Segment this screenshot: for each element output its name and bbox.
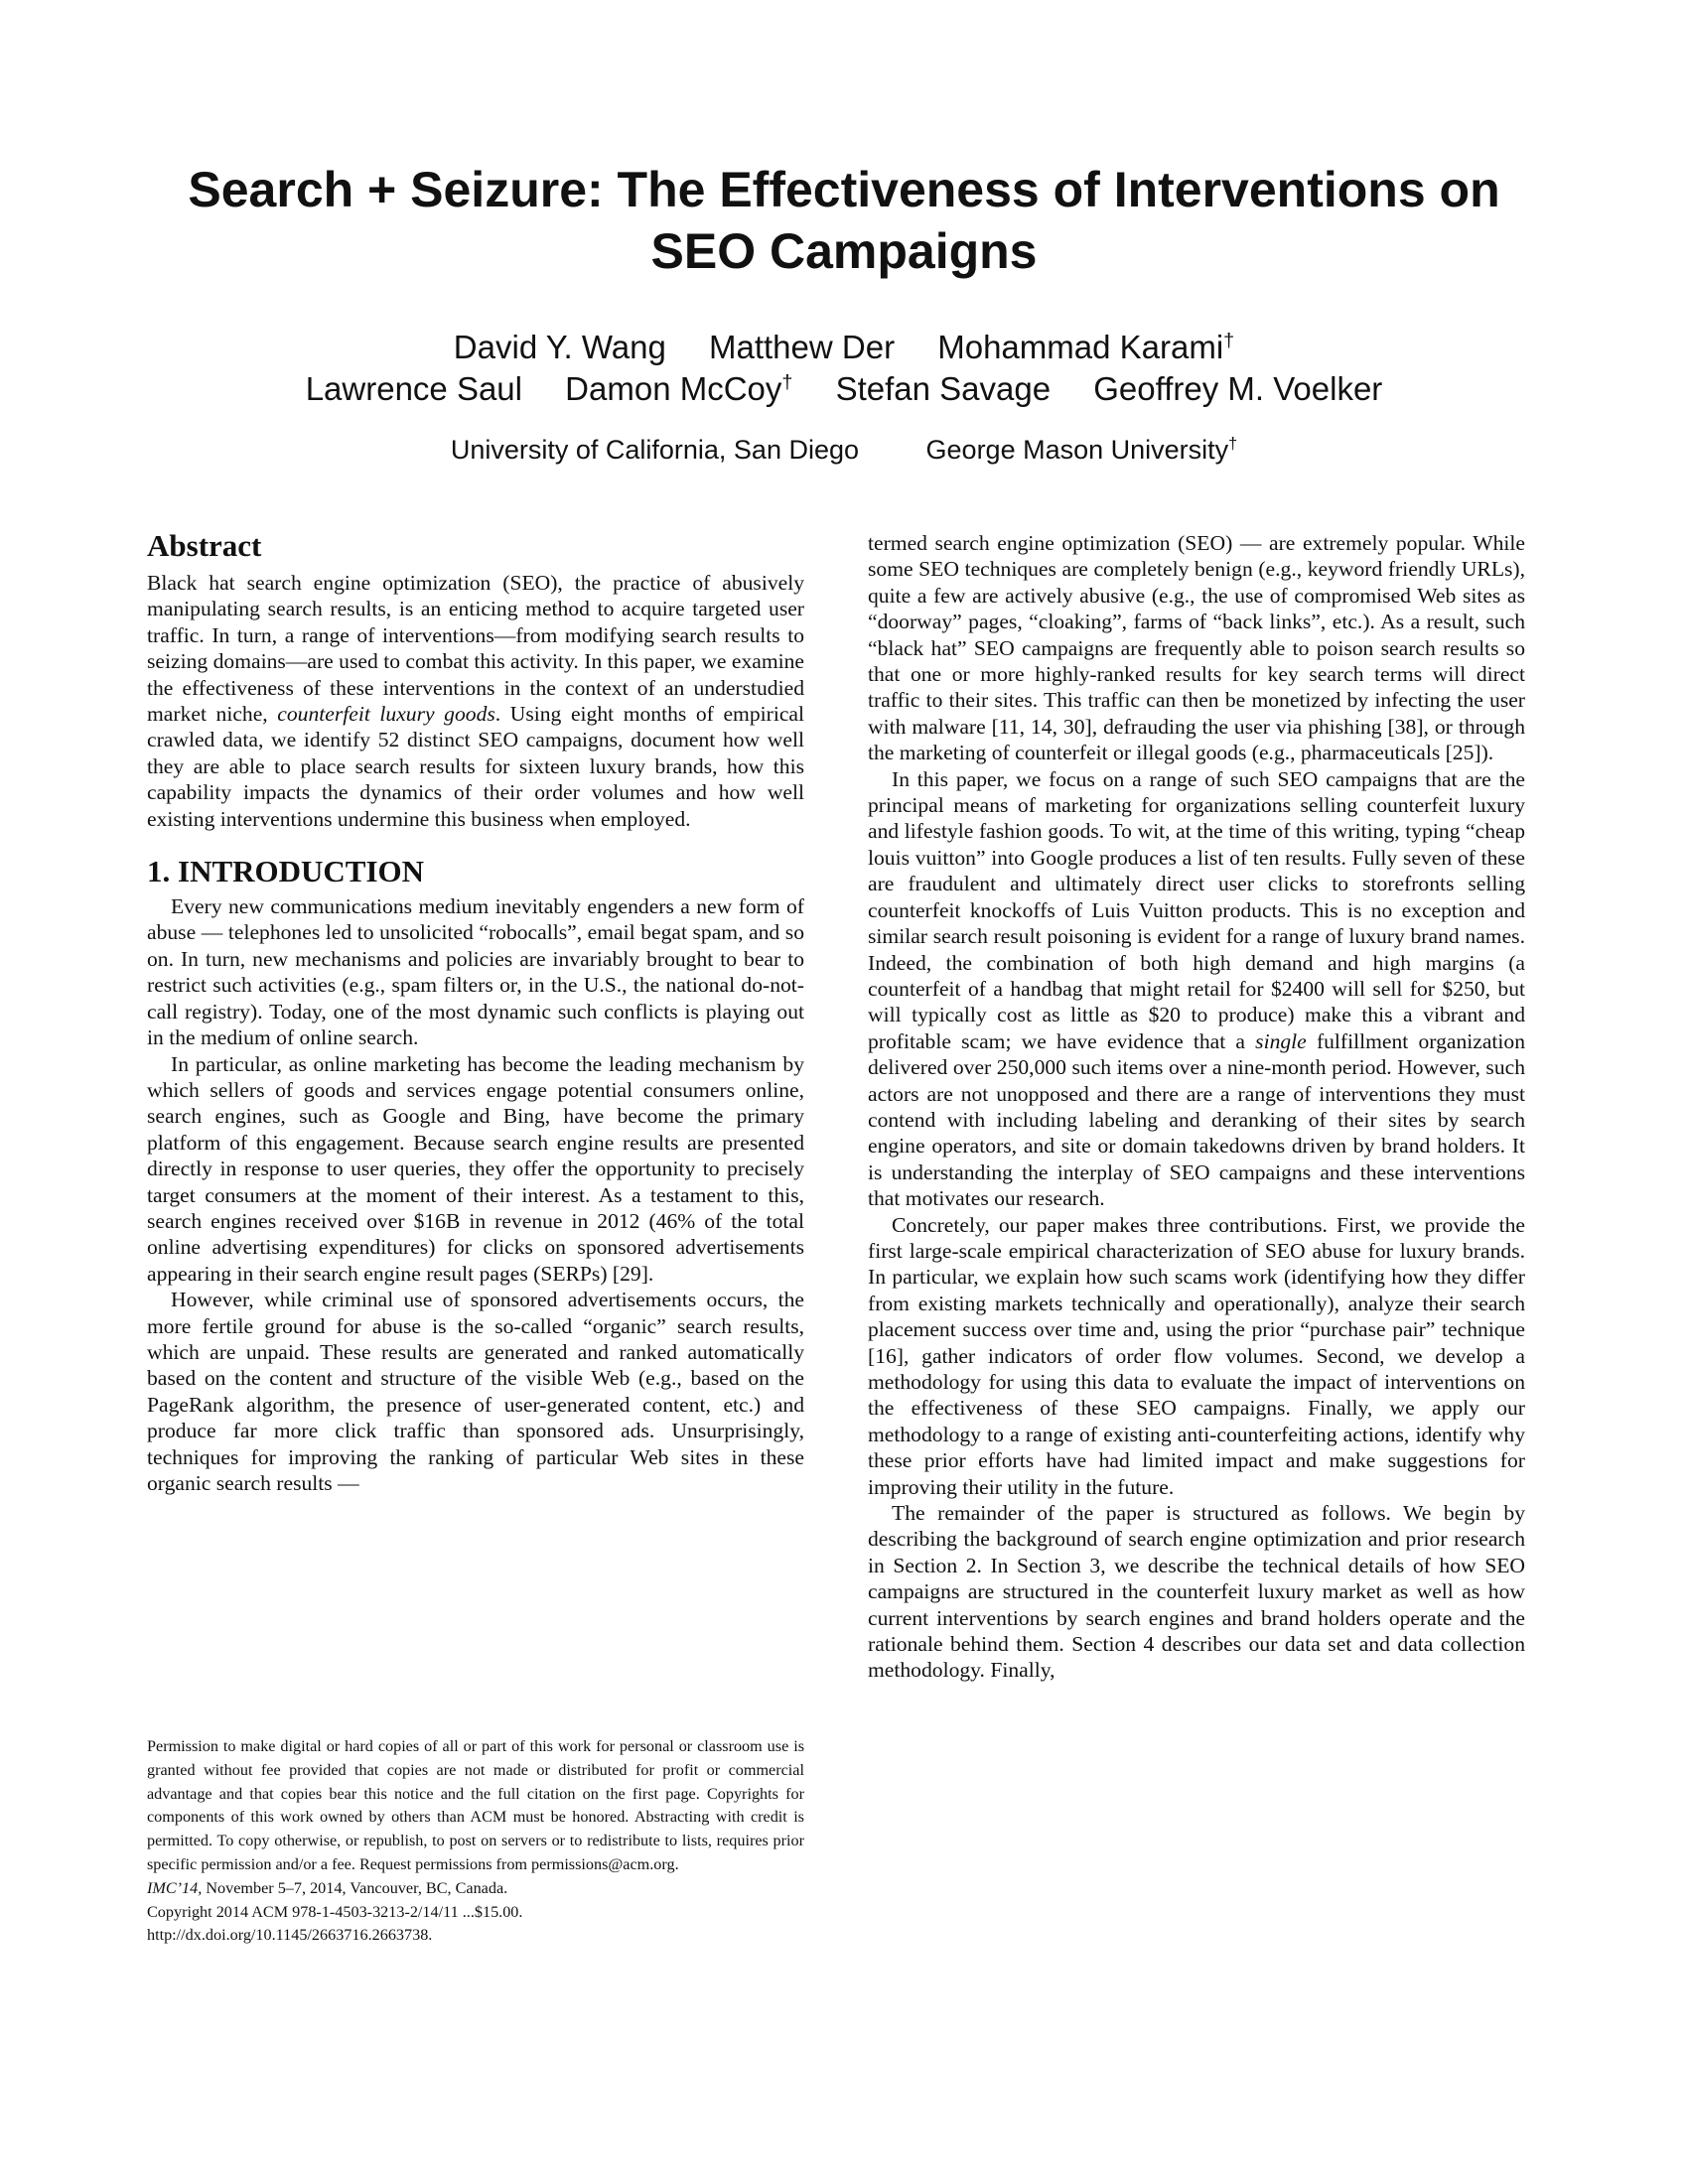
- emphasis: single: [1255, 1028, 1307, 1053]
- author-name: Mohammad Karami†: [937, 329, 1235, 365]
- paragraph: In particular, as online marketing has become the leading mechanism by which sellers of goods and services engage potential consumers online, search engines, such as Google and Bing, have become the primary platform of this engagement. Because search engine results are presented directly in response to user queries, they offer the opportunity to precisely target consumers at the moment of their interest. As a testament to this, search engines received over $16B in revenue in 2012 (46% of the total online advertising expenditures) for clicks on sponsored advertisements appearing in their search engine result pages (SERPs) [29].: [147, 1051, 804, 1286]
- paragraph: The remainder of the paper is structured as follows. We begin by describing the background of search engine optimization and prior research in Section 2. In Section 3, we describe the technical details of how SEO campaigns are structured in the counterfeit luxury market as well as how current interventions by search engines and brand holders operate and the rationale behind them. Section 4 describes our data set and data collection methodology. Finally,: [868, 1501, 1525, 1683]
- venue-line: IMC’14, November 5–7, 2014, Vancouver, BC, Canada.: [147, 1878, 508, 1897]
- permission-notice: Permission to make digital or hard copies of all or part of this work for personal or classroom use is granted without fee provided that copies are not made or distributed for profit or commercial advantage and that copies bear this notice and the full citation on the first page. Copyrights for components of this work owned by others than ACM must be honored. Abstracting with credit is permitted. To copy otherwise, or republish, to post on servers or to redistribute to lists, requires prior specific permission and/or a fee. Request permissions from permissions@acm.org.: [147, 1737, 804, 1873]
- copyright-line: Copyright 2014 ACM 978-1-4503-3213-2/14/11 ...$15.00.: [147, 1902, 523, 1921]
- affiliation: George Mason University†: [925, 435, 1238, 465]
- paragraph: Every new communications medium inevitably engenders a new form of abuse — telephones led to unsolicited “robocalls”, email begat spam, and so on. In turn, new mechanisms and policies are invariably brought to bear to restrict such activities (e.g., spam filters or, in the U.S., the national do-not-call registry). Today, one of the most dynamic such conflicts is playing out in the medium of online search.: [147, 894, 804, 1050]
- emphasis: counterfeit luxury goods: [277, 702, 495, 727]
- affiliation: University of California, San Diego: [450, 435, 860, 465]
- author-name: Damon McCoy†: [565, 370, 793, 407]
- paragraph: Concretely, our paper makes three contributions. First, we provide the first large-scale empirical characterization of SEO abuse for luxury brands. In particular, we explain how such scams work (identifying how they differ from existing markets technically and operationally), analyze their search placement success over time and, using the prior “purchase pair” technique [16], gather indicators of order flow volumes. Second, we develop a methodology for using this data to evaluate the impact of interventions on the effectiveness of these SEO campaigns. Finally, we apply our methodology to a range of existing anti-counterfeiting actions, identify why these prior efforts have had limited impact and make suggestions for improving their utility in the future.: [868, 1212, 1525, 1499]
- author-name: David Y. Wang: [453, 329, 666, 365]
- author-name: Lawrence Saul: [305, 370, 522, 407]
- paragraph: In this paper, we focus on a range of such SEO campaigns that are the principal means of marketing for organizations selling counterfeit luxury and lifestyle fashion goods. To wit, at the time of this writing, typing “cheap louis vuitton” into Google produces a list of ten results. Fully seven of these are fraudulent and ultimately direct user clicks to storefronts selling counterfeit knockoffs of Luis Vuitton products. This is no exception and similar search result poisoning is evident for a range of luxury brand names. Indeed, the combination of both high demand and high margins (a counterfeit of a handbag that might retail for $2400 will sell for $250, but will typically cost as little as $20 to produce) make this a vibrant and profitable scam; we have evidence that a single fulfillment organization delivered over 250,000 such items over a nine-month period. However, such actors are not unopposed and there are a range of interventions they must contend with including labeling and deranking of their sites by search engine operators, and site or domain takedowns driven by brand holders. It is understanding the interplay of SEO campaigns and these interventions that motivates our research.: [868, 766, 1526, 1211]
- author-name: Stefan Savage: [835, 370, 1052, 407]
- author-list-line-1: [149, 328, 1539, 367]
- doi-link[interactable]: http://dx.doi.org/10.1145/2663716.2663738.: [147, 1926, 433, 1945]
- section-heading-introduction: 1. INTRODUCTION: [147, 854, 425, 889]
- left-column: [147, 528, 804, 1496]
- abstract-heading: Abstract: [147, 528, 262, 563]
- author-list-line-2: [149, 369, 1539, 409]
- author-name: Matthew Der: [709, 329, 896, 365]
- affiliation-mark: †: [781, 371, 793, 393]
- affiliations: [149, 433, 1539, 467]
- abstract-body: Black hat search engine optimization (SEO), the practice of abusively manipulating search results, is an enticing method to acquire targeted user traffic. In turn, a range of interventions—from modifying search results to seizing domains—are used to combat this activity. In this paper, we examine the effectiveness of these interventions in the context of an understudied market niche, counterfeit luxury goods. Using eight months of empirical crawled data, we identify 52 distinct SEO campaigns, document how well they are able to place search results for sixteen luxury brands, how this capability impacts the dynamics of their order volumes and how well existing interventions undermine this business when employed.: [147, 571, 804, 831]
- copyright-footnote: [147, 1735, 804, 1948]
- affiliation-mark: †: [1228, 435, 1238, 453]
- affiliation-mark: †: [1223, 330, 1235, 351]
- paragraph: termed search engine optimization (SEO) — are extremely popular. While some SEO techniques are completely benign (e.g., keyword friendly URLs), quite a few are actively abusive (e.g., the use of compromised Web sites as “doorway” pages, “cloaking”, farms of “back links”, etc.). As a result, such “black hat” SEO campaigns are frequently able to poison search results so that one or more highly-ranked results for key search terms will direct traffic to their sites. This traffic can then be monetized by infecting the user with malware [11, 14, 30], defrauding the user via phishing [38], or through the marketing of counterfeit or illegal goods (e.g., pharmaceuticals [25]).: [868, 531, 1525, 765]
- right-column: [868, 530, 1525, 1684]
- paragraph: However, while criminal use of sponsored advertisements occurs, the more fertile ground for abuse is the so-called “organic” search results, which are unpaid. These results are generated and ranked automatically based on the content and structure of the visible Web (e.g., based on the PageRank algorithm, the presence of user-generated content, etc.) and produce far more click traffic than sponsored ads. Unsurprisingly, techniques for improving the ranking of particular Web sites in these organic search results —: [147, 1288, 804, 1495]
- author-name: Geoffrey M. Voelker: [1093, 370, 1383, 407]
- paper-title: Search + Seizure: The Effectiveness of Interventions on SEO Campaigns: [188, 162, 1500, 279]
